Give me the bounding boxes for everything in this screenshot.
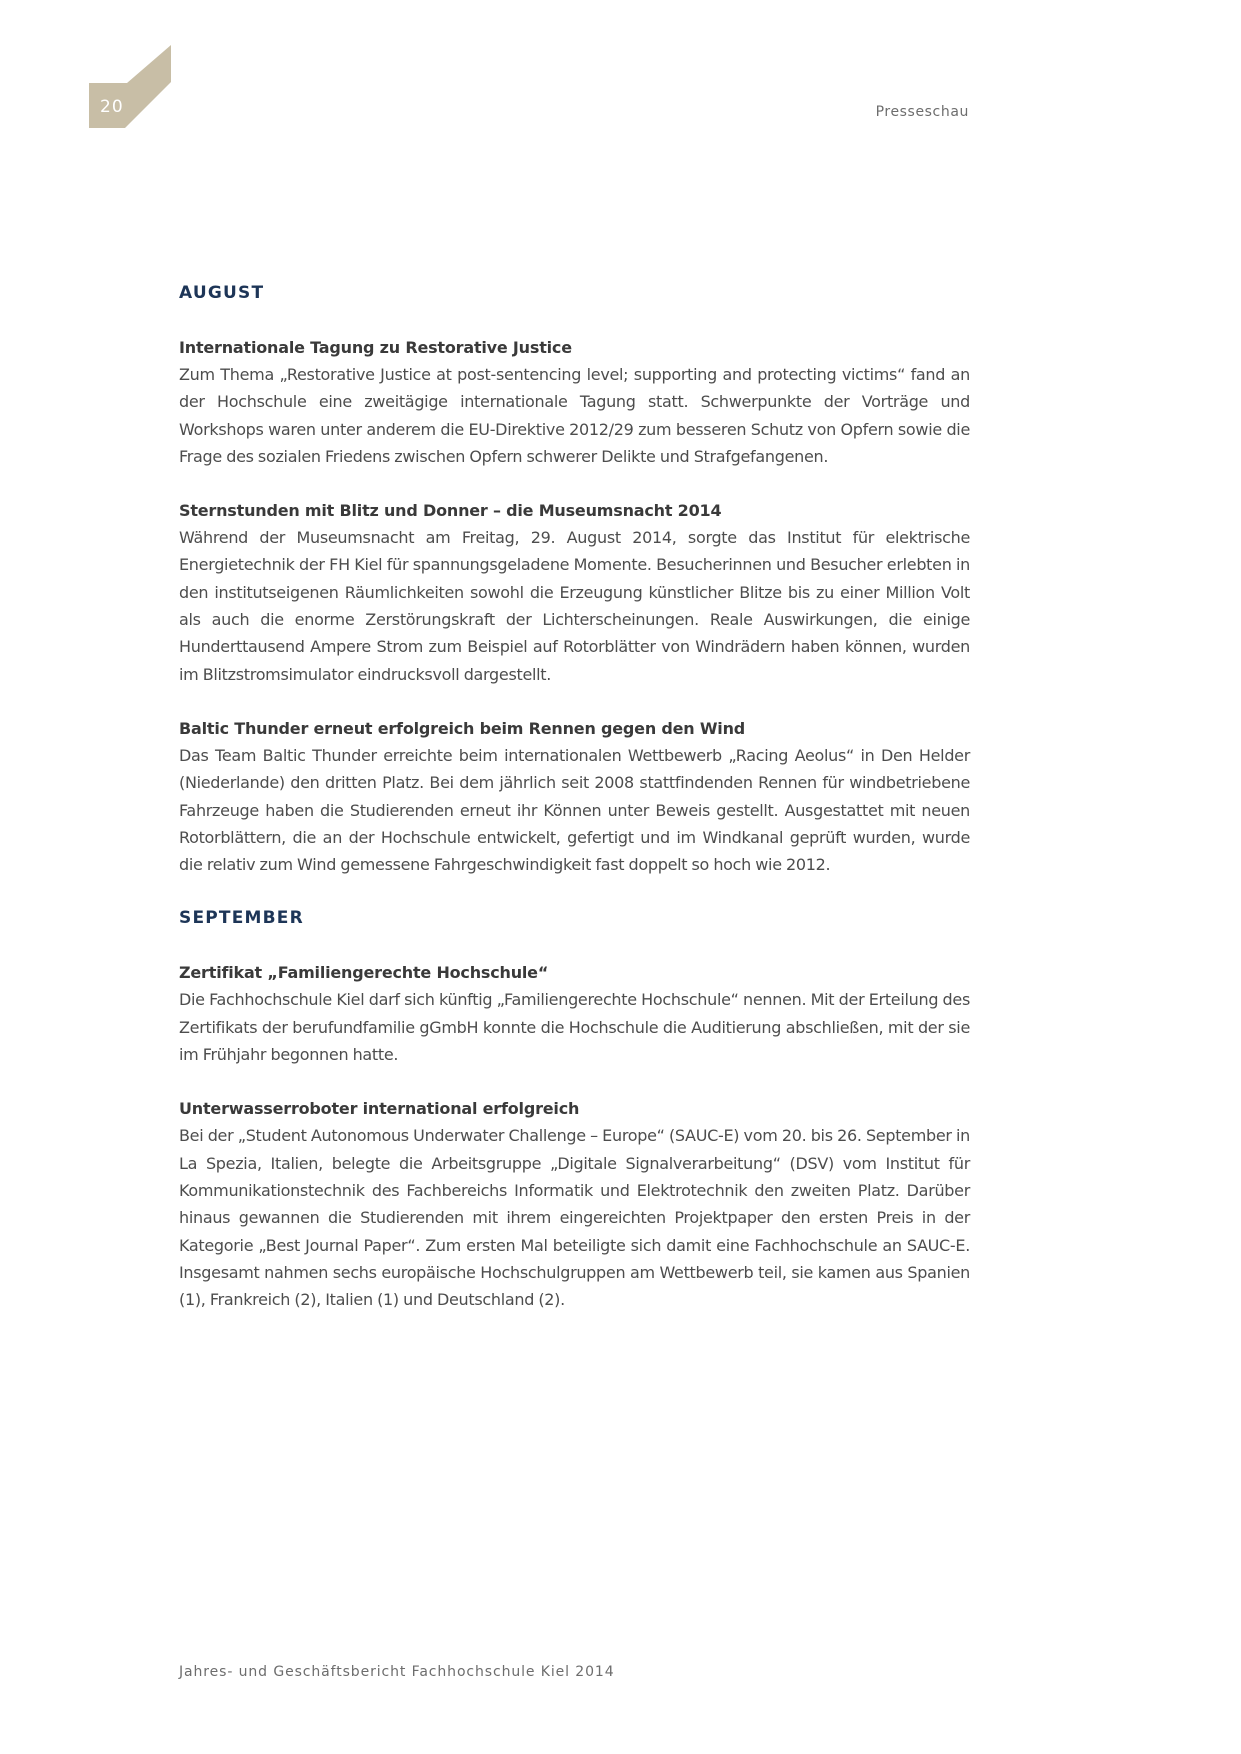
article-body: Zum Thema „Restorative Justice at post-sentencing level; supporting and protecting victims“ fand an der Hochschule eine zweitägige internationale Tagung statt. Schwerpunkte der Vorträge und Workshops waren unter anderem die EU-Direktive 2012/29 zum besseren Schutz von Opfern sowie die Frage des sozialen Friedens zwischen Opfern schwerer Delikte und Strafgefangenen. [179, 365, 970, 466]
article-title: Baltic Thunder erneut erfolgreich beim Rennen gegen den Wind [179, 718, 746, 738]
running-head-section: Presseschau [875, 104, 969, 120]
article-title: Sternstunden mit Blitz und Donner – die Museumsnacht 2014 [179, 501, 722, 521]
month-section-august [179, 280, 970, 878]
page-footer: Jahres- und Geschäftsbericht Fachhochschule Kiel 2014 [179, 1664, 615, 1680]
month-heading: SEPTEMBER [179, 908, 304, 929]
article-body: Die Fachhochschule Kiel darf sich künftig „Familiengerechte Hochschule“ nennen. Mit der Erteilung des Zertifikats der berufundfamilie gGmbH konnte die Hochschule die Auditierung abschließen, mit der sie im Frühjahr begonnen hatte. [179, 990, 970, 1065]
article [179, 959, 970, 1068]
main-content [179, 280, 970, 1340]
month-heading: AUGUST [179, 283, 265, 303]
article-body: Während der Museumsnacht am Freitag, 29. August 2014, sorgte das Institut für elektrische Energietechnik der FH Kiel für spannungsgeladene Momente. Besucherinnen und Besucher erlebten in den institutseigenen Räumlichkeiten sowohl die Erzeugung künstlicher Blitze bis zu einer Million Volt als auch die enorme Zerstörungskraft der Lichterscheinungen. Reale Auswirkungen, die einige Hunderttausend Ampere Strom zum Beispiel auf Rotorblätter von Windrädern haben können, wurden im Blitzstromsimulator eindrucksvoll dargestellt. [179, 528, 970, 684]
page-number: 20 [100, 97, 124, 117]
page-number-badge [89, 45, 172, 128]
article [179, 334, 970, 470]
article [179, 715, 970, 878]
article [179, 1095, 970, 1313]
article [179, 497, 970, 688]
article-body: Bei der „Student Autonomous Underwater Challenge – Europe“ (SAUC-E) vom 20. bis 26. September in La Spezia, Italien, belegte die Arbeitsgruppe „Digitale Signalverarbeitung“ (DSV) vom Institut für Kommunikationstechnik des Fachbereichs Informatik und Elektrotechnik den zweiten Platz. Darüber hinaus gewannen die Studierenden mit ihrem eingereichten Projektpaper den ersten Preis in der Kategorie „Best Journal Paper“. Zum ersten Mal beteiligte sich damit eine Fachhochschule an SAUC-E. Insgesamt nahmen sechs europäische Hochschulgruppen am Wettbewerb teil, sie kamen aus Spanien (1), Frankreich (2), Italien (1) und Deutschland (2). [179, 1126, 970, 1310]
article-body: Das Team Baltic Thunder erreichte beim internationalen Wettbewerb „Racing Aeolus“ in Den Helder (Niederlande) den dritten Platz. Bei dem jährlich seit 2008 stattfindenden Rennen für windbetriebene Fahrzeuge haben die Studierenden erneut ihr Können unter Beweis gestellt. Ausgestattet mit neuen Rotorblättern, die an der Hochschule entwickelt, gefertigt und im Windkanal geprüft wurden, wurde die relativ zum Wind gemessene Fahrgeschwindigkeit fast doppelt so hoch wie 2012. [179, 745, 970, 875]
article-title: Internationale Tagung zu Restorative Justice [179, 338, 572, 357]
article-title: Zertifikat „Familiengerechte Hochschule“ [179, 963, 549, 983]
article-title: Unterwasserroboter international erfolgreich [179, 1099, 580, 1119]
month-section-september [179, 905, 970, 1313]
